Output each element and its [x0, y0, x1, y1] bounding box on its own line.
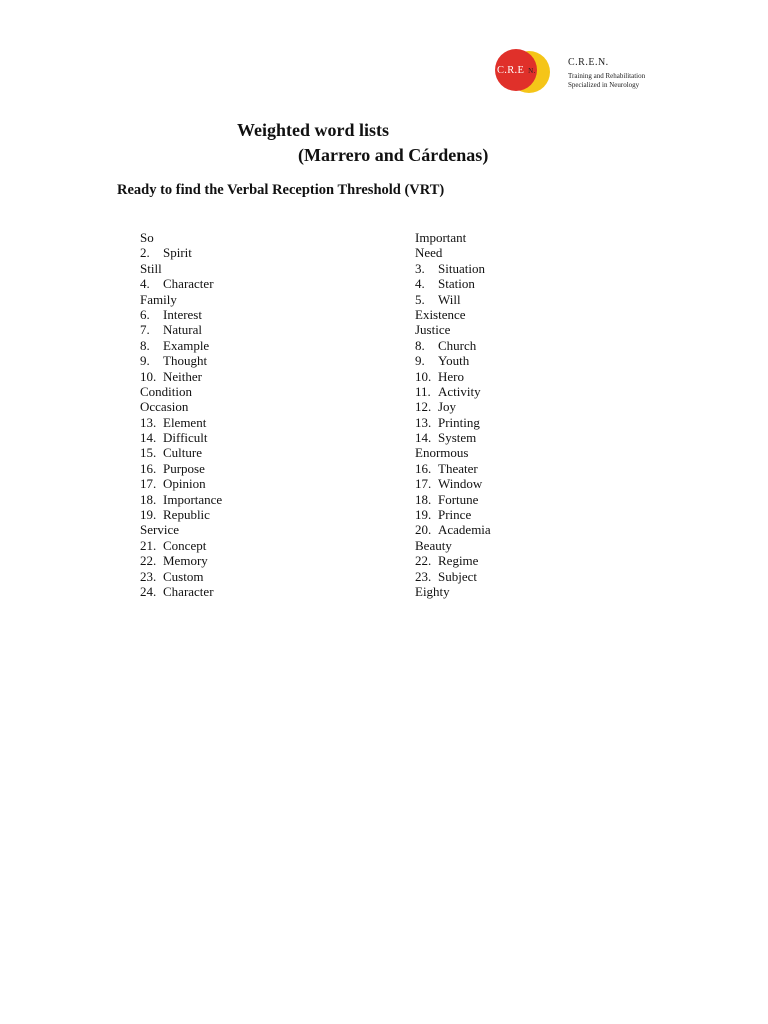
list-item-number: 10.	[415, 368, 432, 384]
list-item-word: Service	[140, 522, 179, 538]
list-item	[415, 584, 491, 599]
list-item-word: Neither	[163, 368, 202, 384]
logo-tagline	[568, 72, 645, 90]
list-item	[140, 338, 222, 353]
list-item	[140, 415, 222, 430]
list-item-word: Enormous	[415, 445, 469, 461]
logo-name: C.R.E.N.	[568, 57, 609, 68]
list-item-word: Justice	[415, 322, 451, 338]
list-item	[415, 245, 491, 260]
list-item	[140, 261, 222, 276]
list-item-number: 19.	[415, 507, 432, 523]
list-item	[415, 276, 491, 291]
list-item-number: 18.	[415, 491, 432, 507]
logo-mark-suffix: N.	[528, 67, 536, 75]
list-item	[140, 399, 222, 414]
list-item-word: Activity	[438, 383, 481, 399]
list-item	[415, 399, 491, 414]
list-item	[140, 569, 222, 584]
list-item-word: Academia	[438, 522, 491, 538]
list-item-word: Window	[438, 476, 483, 492]
list-item-word: Opinion	[163, 476, 206, 492]
list-item-number: 4.	[415, 276, 425, 292]
list-item-word: Still	[140, 260, 162, 276]
list-item	[140, 461, 222, 476]
list-item-number: 9.	[415, 353, 425, 369]
list-item-number: 8.	[415, 337, 425, 353]
list-item-word: Need	[415, 245, 443, 261]
list-item	[415, 492, 491, 507]
list-item-number: 22.	[140, 553, 157, 569]
list-item-number: 22.	[415, 553, 432, 569]
list-item	[415, 353, 491, 368]
list-item-number: 12.	[415, 399, 432, 415]
list-item	[415, 476, 491, 491]
list-item	[140, 276, 222, 291]
list-item-word: Natural	[163, 322, 202, 338]
list-item	[140, 430, 222, 445]
list-item-word: Concept	[163, 537, 207, 553]
list-item-number: 3.	[415, 260, 425, 276]
list-item	[415, 553, 491, 568]
list-item-word: Existence	[415, 306, 466, 322]
list-item	[140, 230, 222, 245]
list-item-number: 17.	[140, 476, 157, 492]
list-item	[140, 476, 222, 491]
list-item-word: Thought	[163, 353, 208, 369]
list-item	[140, 492, 222, 507]
list-item-number: 18.	[140, 491, 157, 507]
list-item-number: 13.	[140, 414, 157, 430]
list-item-number: 10.	[140, 368, 157, 384]
list-item	[415, 322, 491, 337]
list-item-word: Character	[163, 276, 214, 292]
list-item-number: 9.	[140, 353, 150, 369]
list-item-word: Theater	[438, 460, 478, 476]
list-item-number: 23.	[140, 568, 157, 584]
logo-mark-letters: C.R.E	[497, 65, 525, 76]
list-item-number: 20.	[415, 522, 432, 538]
list-item	[415, 461, 491, 476]
list-item-number: 15.	[140, 445, 157, 461]
list-item-number: 6.	[140, 306, 150, 322]
list-item	[415, 261, 491, 276]
list-item-word: Republic	[163, 507, 210, 523]
list-item-number: 2.	[140, 245, 150, 261]
list-item-number: 5.	[415, 291, 425, 307]
list-item-number: 19.	[140, 507, 157, 523]
list-item-word: Example	[163, 337, 210, 353]
list-item-number: 21.	[140, 537, 157, 553]
list-item	[415, 369, 491, 384]
list-item-word: Family	[140, 291, 177, 307]
list-item	[415, 230, 491, 245]
list-item-word: Important	[415, 230, 467, 245]
list-item-word: Custom	[163, 568, 204, 584]
logo-tagline-line2: Specialized in Neurology	[568, 81, 640, 89]
list-item-word: Character	[163, 583, 214, 599]
logo-mark-text	[497, 65, 536, 76]
list-item-number: 14.	[140, 430, 157, 446]
list-item	[415, 415, 491, 430]
list-item	[415, 445, 491, 460]
list-item	[415, 292, 491, 307]
list-item-word: Spirit	[163, 245, 192, 261]
list-item-word: Interest	[163, 306, 202, 322]
list-item-word: Church	[438, 337, 477, 353]
list-item-word: Beauty	[415, 537, 452, 553]
list-item-word: Difficult	[163, 430, 208, 446]
list-item	[415, 384, 491, 399]
list-item	[415, 569, 491, 584]
list-item-word: Prince	[438, 507, 472, 523]
list-item-word: Will	[438, 291, 461, 307]
document-subtitle: Ready to find the Verbal Reception Threshold (VRT)	[117, 182, 445, 198]
list-item-word: Joy	[438, 399, 457, 415]
list-item-word: Importance	[163, 491, 223, 507]
word-list-right	[415, 230, 491, 599]
list-item-word: Hero	[438, 368, 464, 384]
list-item-word: Situation	[438, 260, 485, 276]
list-item-number: 11.	[415, 383, 431, 399]
list-item-word: Station	[438, 276, 475, 292]
list-item-number: 13.	[415, 414, 432, 430]
list-item	[415, 430, 491, 445]
list-item	[415, 338, 491, 353]
list-item-word: Printing	[438, 414, 480, 430]
list-item-word: Element	[163, 414, 207, 430]
document-title-authors: (Marrero and Cárdenas)	[298, 145, 489, 165]
list-item-number: 4.	[140, 276, 150, 292]
list-item-word: Culture	[163, 445, 202, 461]
list-item	[140, 292, 222, 307]
list-item	[415, 538, 491, 553]
word-list-left	[140, 230, 222, 599]
list-item-number: 23.	[415, 568, 432, 584]
list-item	[415, 507, 491, 522]
list-item-number: 8.	[140, 337, 150, 353]
list-item-word: Youth	[438, 353, 470, 369]
list-item	[140, 245, 222, 260]
document-title: Weighted word lists	[237, 120, 390, 140]
list-item-word: Fortune	[438, 491, 479, 507]
list-item-number: 17.	[415, 476, 432, 492]
list-item	[140, 384, 222, 399]
list-item-number: 16.	[140, 460, 157, 476]
list-item-word: Memory	[163, 553, 208, 569]
list-item-word: Regime	[438, 553, 479, 569]
list-item	[140, 538, 222, 553]
cren-logo-mark	[494, 48, 554, 96]
list-item-word: Subject	[438, 568, 477, 584]
list-item-number: 16.	[415, 460, 432, 476]
list-item	[140, 584, 222, 599]
list-item-number: 7.	[140, 322, 150, 338]
list-item-word: Occasion	[140, 399, 189, 415]
list-item-word: Eighty	[415, 583, 450, 599]
list-item-number: 24.	[140, 583, 157, 599]
list-item-word: Purpose	[163, 460, 205, 476]
list-item	[140, 553, 222, 568]
list-item-word: Condition	[140, 383, 193, 399]
list-item	[140, 322, 222, 337]
list-item	[140, 445, 222, 460]
list-item	[140, 507, 222, 522]
list-item	[140, 522, 222, 537]
list-item	[140, 353, 222, 368]
list-item-number: 14.	[415, 430, 432, 446]
list-item-word: So	[140, 230, 154, 245]
list-item	[415, 307, 491, 322]
logo-tagline-line1: Training and Rehabilitation	[568, 72, 646, 80]
list-item	[415, 522, 491, 537]
list-item	[140, 369, 222, 384]
list-item-word: System	[438, 430, 477, 446]
list-item	[140, 307, 222, 322]
